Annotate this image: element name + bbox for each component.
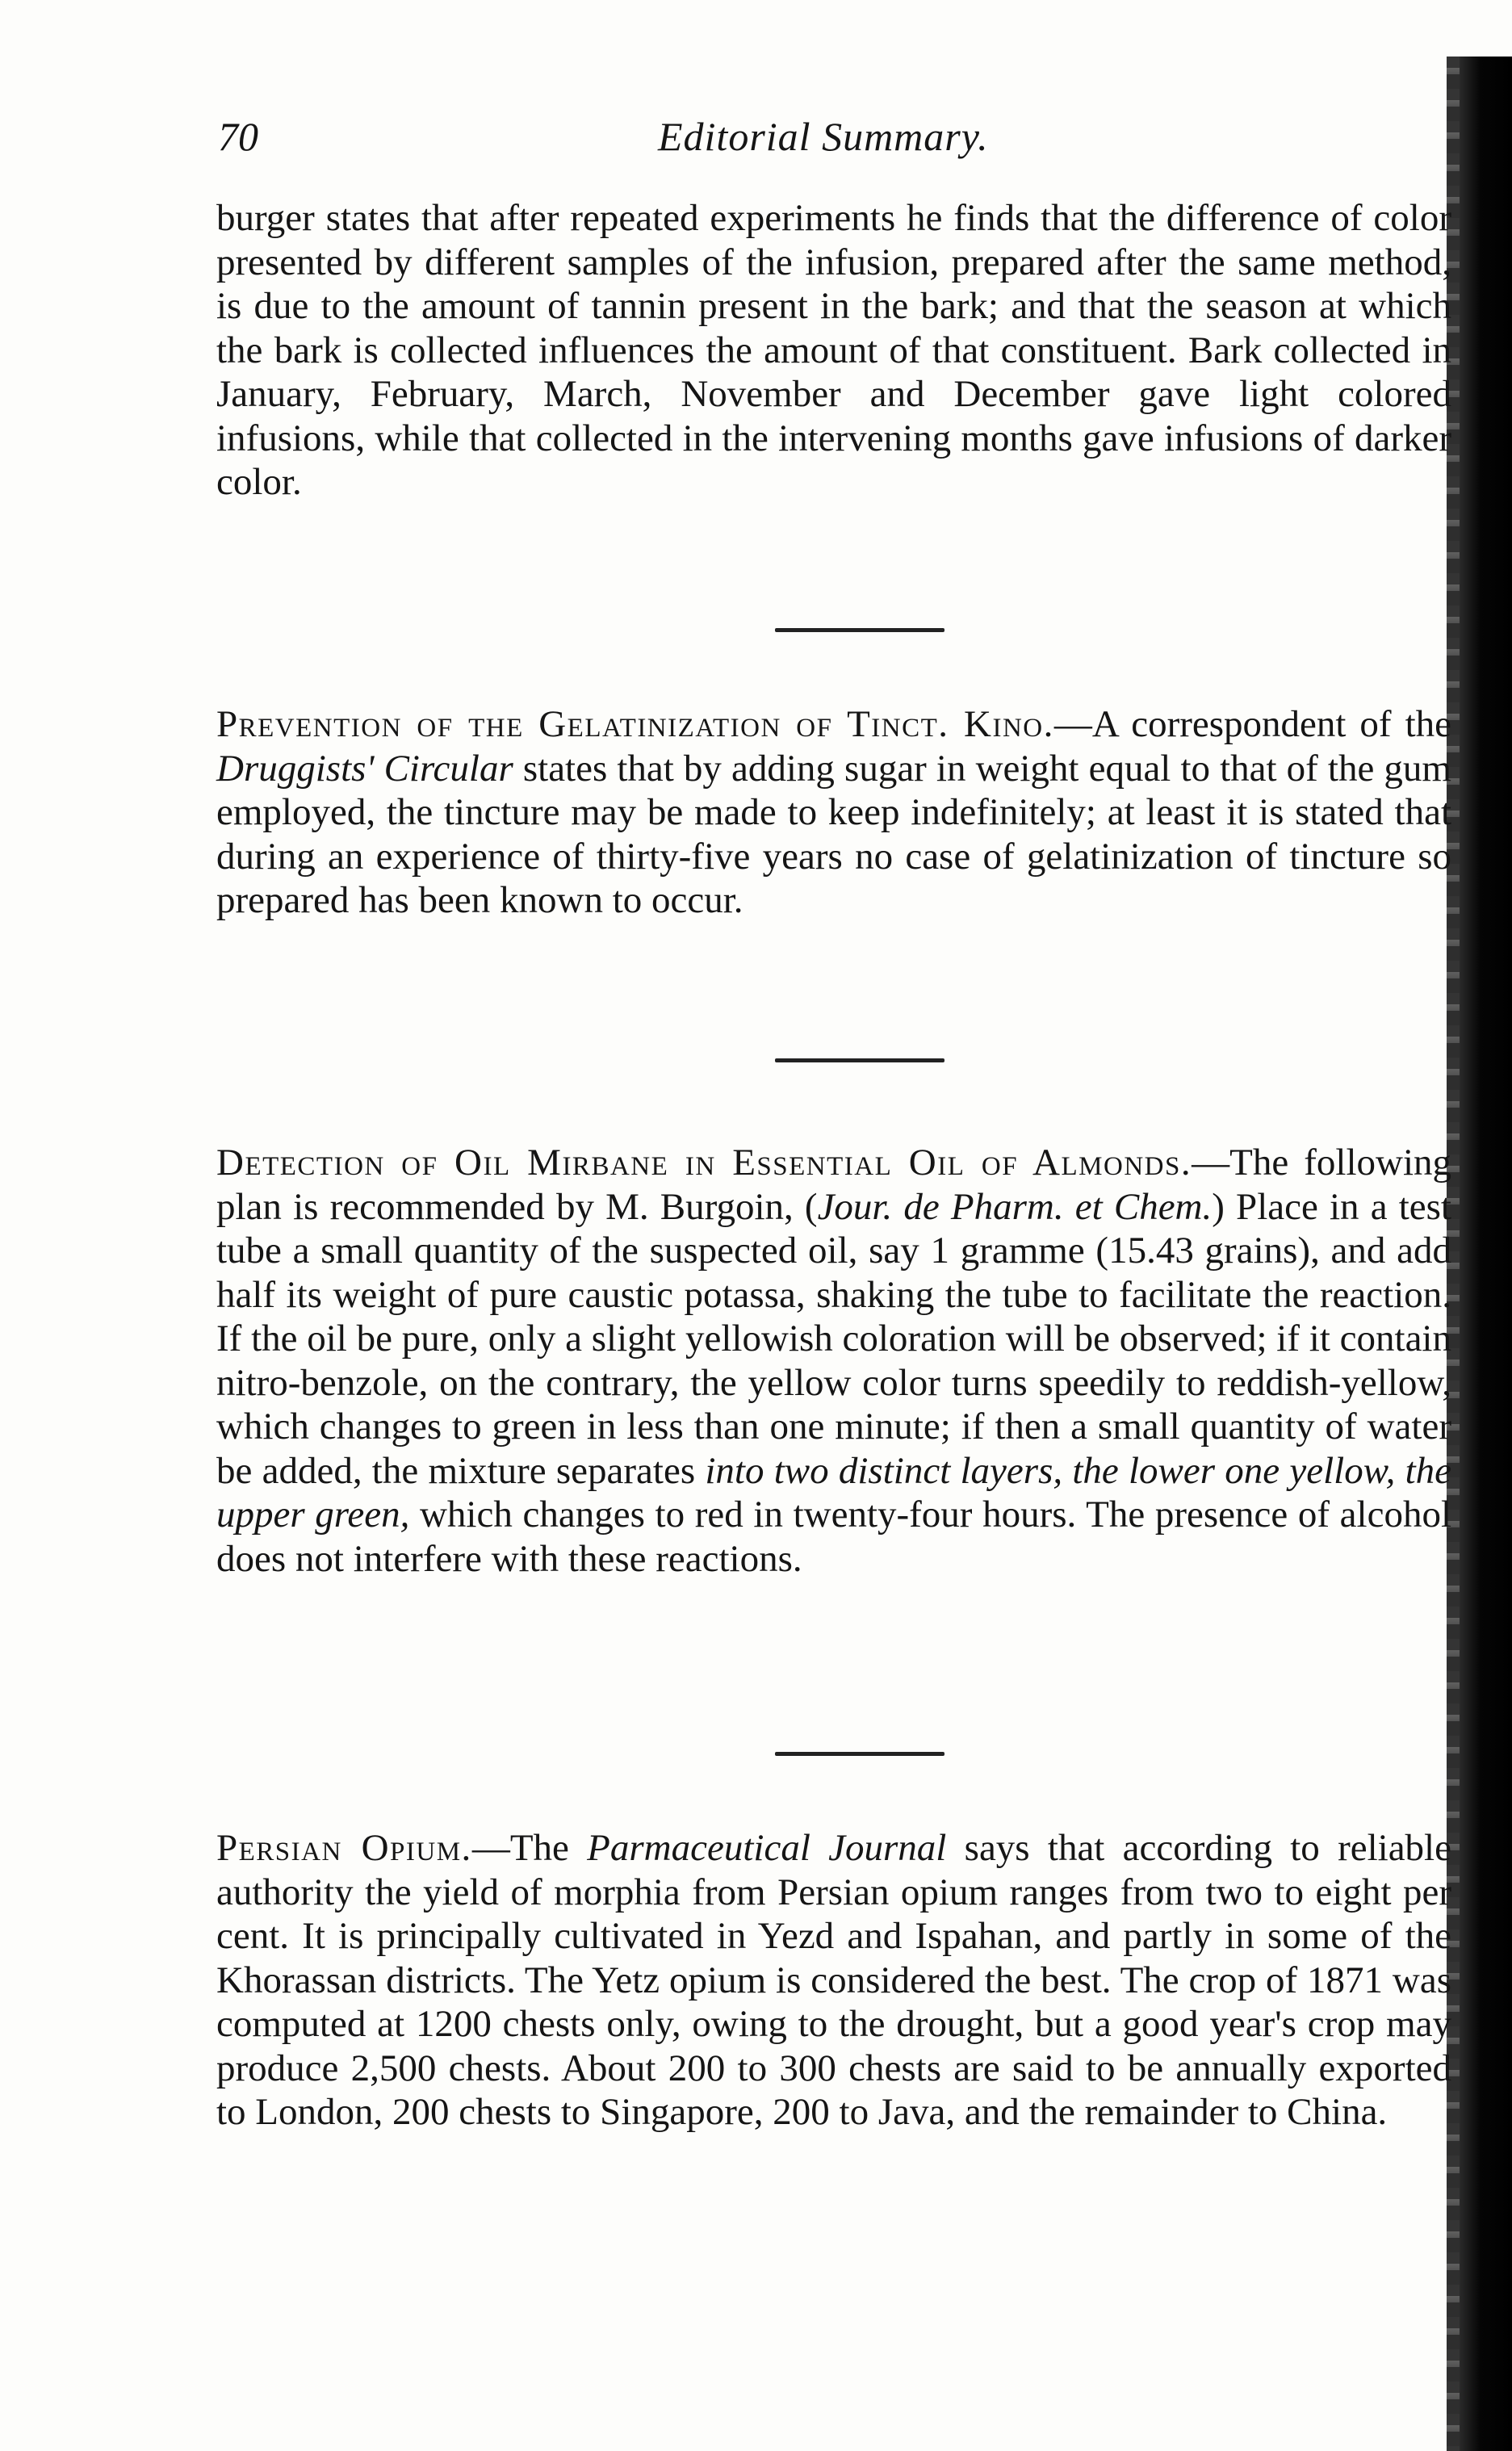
section-divider [775, 628, 944, 632]
section-divider [775, 1752, 944, 1756]
article-heading: Persian Opium. [216, 1827, 472, 1869]
publication-title: Parmaceutical Journal [587, 1827, 947, 1869]
running-head: Editorial Summary. [658, 114, 989, 159]
article-body-start: —A correspondent of the [1053, 703, 1451, 745]
article-tinct-kino-paragraph [216, 702, 1451, 923]
page-header [218, 113, 1445, 170]
article-body-start: —The following plan is recommended by M. Burgoin, ( [216, 1142, 1451, 1228]
journal-reference: Jour. de Pharm. et Chem. [817, 1185, 1213, 1228]
article-tinct-kino [216, 702, 1451, 923]
article-body-end: says that according to reliable authority the yield of morphia from Persian opium ranges from two to eight per cent. It is principally cultivated in Yezd and Ispahan, and partly in some of the Khorassan districts. The Yetz opium is considered the best. The crop of 1871 was computed at 1200 chests only, owing to the drought, but a good year's crop may produce 2,500 chests. About 200 to 300 chests are said to be annually exported to London, 200 chests to Singapore, 200 to Java, and the remainder to China. [216, 1827, 1451, 2133]
italic-phrase: into two distinct layers, the lower one yellow, the upper green, [216, 1449, 1452, 1536]
page-number: 70 [218, 114, 258, 159]
article-body-start: —The [471, 1827, 588, 1869]
publication-title: Druggists' Circular [216, 747, 513, 790]
binding-shadow [1460, 57, 1512, 2451]
article-oil-mirbane [216, 1141, 1451, 1581]
article-body-mid: ) Place in a test tube a small quantity of the suspected oil, say 1 gramme (15.43 grains), and add half its weight of pure caustic potassa, shaking the tube to facilitate the reaction. If the oil be pure, only a slight yellowish coloration will be observed; if it contain nitro-benzole, on the contrary, the yellow color turns speedily to reddish-yellow, which changes to green in less than one minute; if then a small quantity of water be added, the mixture separates [216, 1185, 1451, 1492]
article-continued-text: burger states that after repeated experiments he finds that the difference of color presented by different samples of the infusion, prepared after the same method, is due to the amount of tannin present in the bark; and that the season at which the bark is collected influences the amount of that constituent. Bark collected in January, February, March, November and December gave light colored infusions, while that collected in the intervening months gave infusions of darker color. [216, 197, 1451, 503]
article-body-end: which changes to red in twenty-four hours. The presence of alcohol does not interfere with these reactions. [216, 1494, 1451, 1580]
section-divider [775, 1058, 944, 1062]
article-persian-opium-paragraph [216, 1826, 1451, 2135]
article-heading: Prevention of the Gelatinization of Tinct. Kino. [216, 703, 1054, 745]
article-persian-opium [216, 1826, 1451, 2135]
article-continued [216, 196, 1451, 505]
article-body-end: states that by adding sugar in weight equal to that of the gum employed, the tincture may be made to keep indefinitely; at least it is stated that during an experience of thirty-five years no case of gelatinization of tincture so prepared has been known to occur. [216, 747, 1451, 921]
article-oil-mirbane-paragraph [216, 1141, 1451, 1581]
article-heading: Detection of Oil Mirbane in Essential Oil of Almonds. [216, 1142, 1192, 1184]
